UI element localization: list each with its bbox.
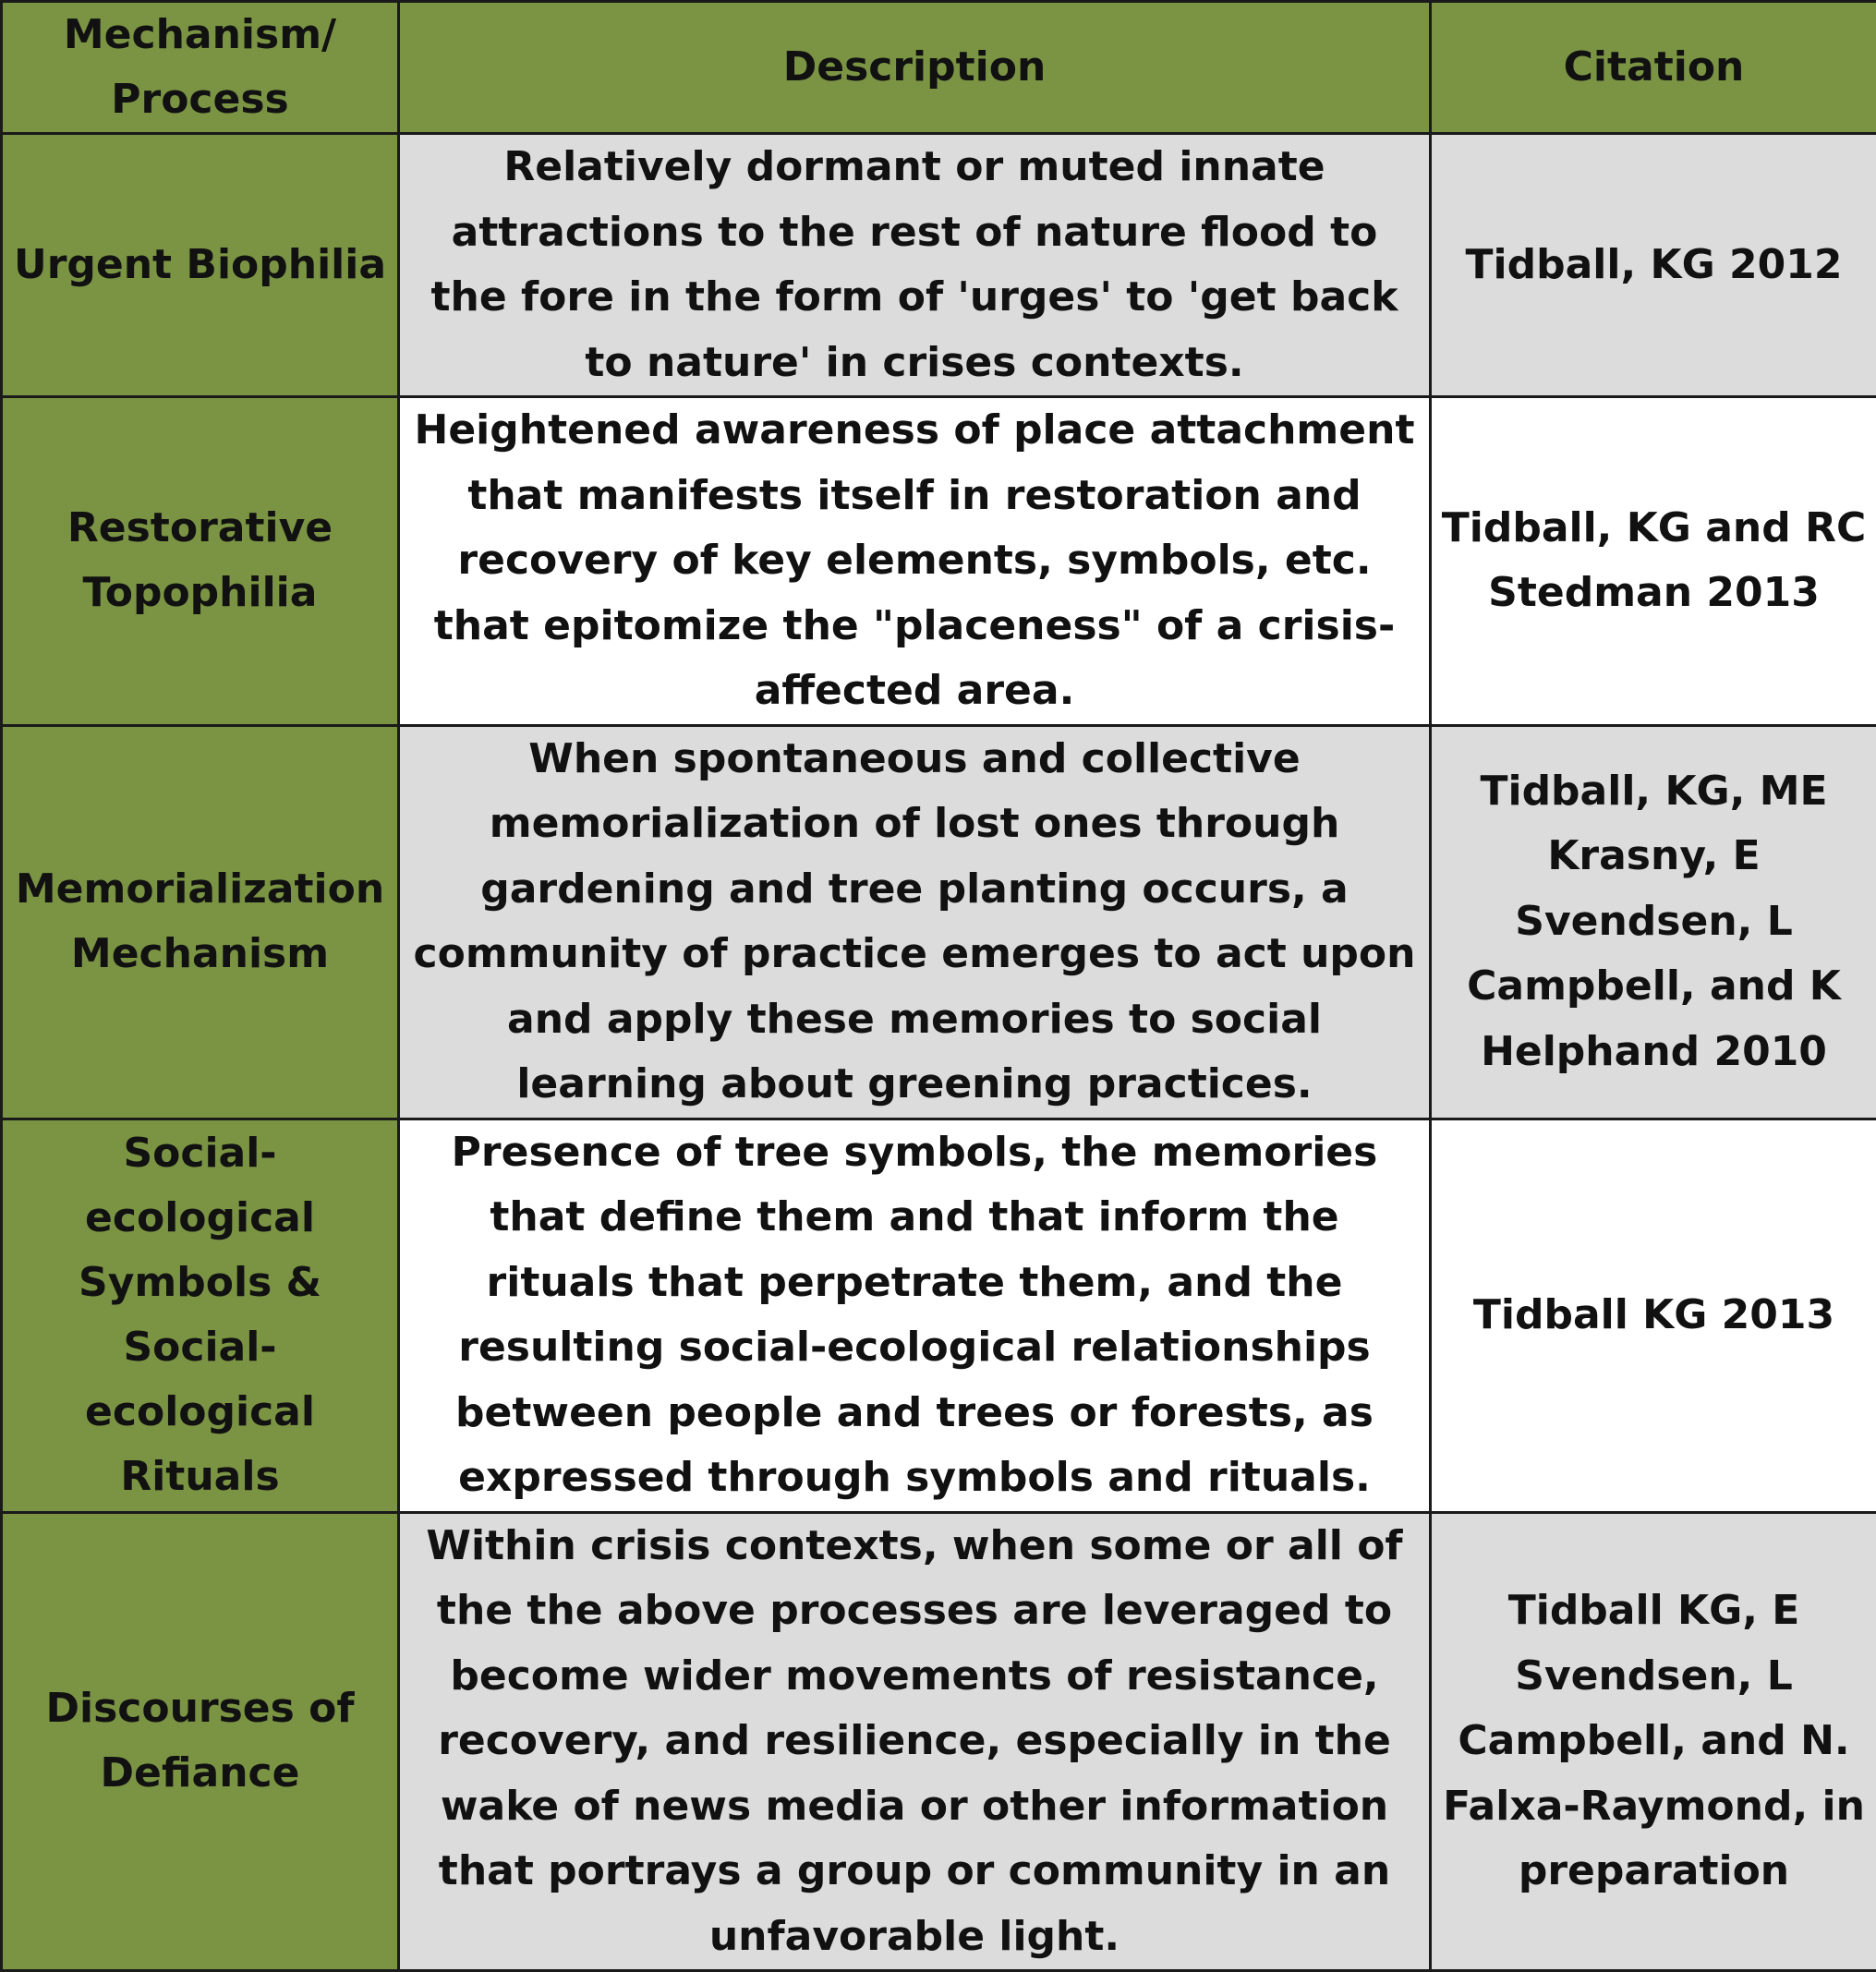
description-cell: Presence of tree symbols, the memories that define them and that inform the rituals that perpetrate them, and the resulting social-ecological relationships between people and trees or forests, as expressed through symbols and rituals. [399,1119,1431,1512]
table-row [2,134,1876,397]
citation-cell: Tidball, KG 2012 [1431,134,1876,397]
header-mechanism: Mechanism/ Process [2,2,399,134]
mechanism-cell: Social-ecological Symbols & Social-ecological Rituals [2,1119,399,1512]
citation-cell: Tidball KG 2013 [1431,1119,1876,1512]
table-row [2,397,1876,726]
description-cell: Relatively dormant or muted innate attractions to the rest of nature flood to the fore in the form of 'urges' to 'get back to nature' in crises contexts. [399,134,1431,397]
mechanism-cell: Memorialization Mechanism [2,725,399,1119]
mechanism-cell: Urgent Biophilia [2,134,399,397]
description-cell: Within crisis contexts, when some or all of the the above processes are leveraged to become wider movements of resistance, recovery, and resilience, especially in the wake of news media or other information that portrays a group or community in an unfavorable light. [399,1512,1431,1971]
mechanism-cell: Discourses of Defiance [2,1512,399,1971]
citation-cell: Tidball KG, E Svendsen, L Campbell, and N. Falxa-Raymond, in preparation [1431,1512,1876,1971]
description-cell: Heightened awareness of place attachment that manifests itself in restoration and recovery of key elements, symbols, etc. that epitomize the "placeness" of a crisis-affected area. [399,397,1431,726]
description-cell: When spontaneous and collective memorialization of lost ones through gardening and tree planting occurs, a community of practice emerges to act upon and apply these memories to social learning about greening practices. [399,725,1431,1119]
header-row [2,2,1876,134]
header-description: Description [399,2,1431,134]
header-citation: Citation [1431,2,1876,134]
mechanism-cell: Restorative Topophilia [2,397,399,726]
citation-cell: Tidball, KG and RC Stedman 2013 [1431,397,1876,726]
citation-cell: Tidball, KG, ME Krasny, E Svendsen, L Campbell, and K Helphand 2010 [1431,725,1876,1119]
table-row [2,725,1876,1119]
table-row [2,1512,1876,1971]
table-row [2,1119,1876,1512]
